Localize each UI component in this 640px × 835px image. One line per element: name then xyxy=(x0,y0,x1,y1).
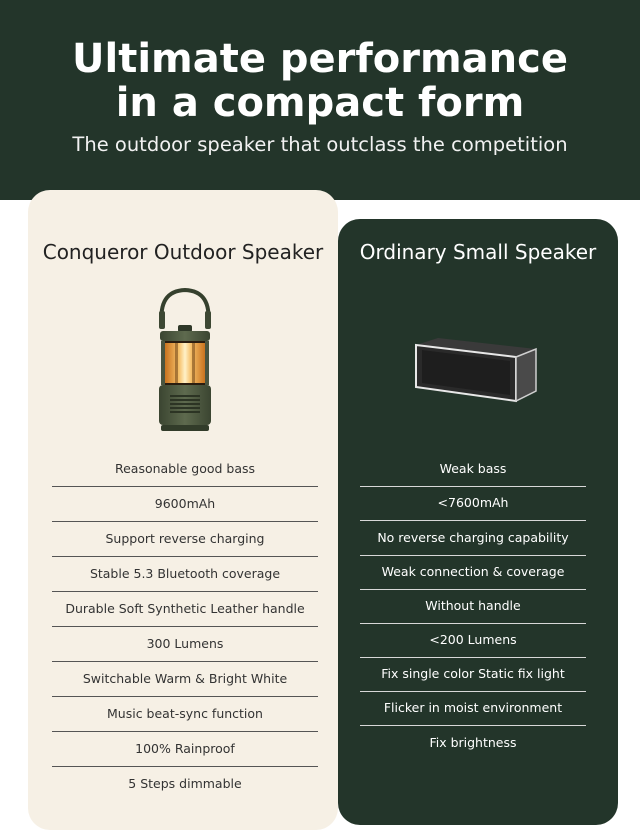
headline-line-1: Ultimate performance xyxy=(72,36,568,82)
conqueror-feature: Support reverse charging xyxy=(52,522,318,557)
conqueror-feature: 5 Steps dimmable xyxy=(128,776,242,791)
conqueror-feature: 9600mAh xyxy=(52,487,318,522)
ordinary-feature: Flicker in moist environment xyxy=(360,691,586,726)
conqueror-feature: 100% Rainproof xyxy=(52,732,318,767)
ordinary-feature: <7600mAh xyxy=(360,486,586,521)
ordinary-feature: Fix brightness xyxy=(429,735,517,750)
ordinary-feature: Fix single color Static fix light xyxy=(360,657,586,692)
ordinary-title: Ordinary Small Speaker xyxy=(359,240,597,264)
subheadline: The outdoor speaker that outclass the competition xyxy=(72,133,568,156)
conqueror-feature: Switchable Warm & Bright White xyxy=(52,662,318,697)
ordinary-feature: Weak bass xyxy=(360,452,586,487)
headline-line-2: in a compact form xyxy=(115,80,525,126)
conqueror-feature: 300 Lumens xyxy=(52,627,318,662)
conqueror-feature: Stable 5.3 Bluetooth coverage xyxy=(52,557,318,592)
hero-banner xyxy=(0,0,640,200)
ordinary-feature: <200 Lumens xyxy=(360,623,586,658)
ordinary-feature: Weak connection & coverage xyxy=(360,555,586,590)
lantern-speaker-image xyxy=(148,285,222,435)
conqueror-title: Conqueror Outdoor Speaker xyxy=(42,240,324,264)
ordinary-feature: No reverse charging capability xyxy=(360,521,586,556)
conqueror-feature: Music beat-sync function xyxy=(52,697,318,732)
ordinary-feature: Without handle xyxy=(360,589,586,624)
conqueror-feature: Reasonable good bass xyxy=(52,452,318,487)
conqueror-feature: Durable Soft Synthetic Leather handle xyxy=(52,592,318,627)
box-speaker-image xyxy=(408,335,543,405)
